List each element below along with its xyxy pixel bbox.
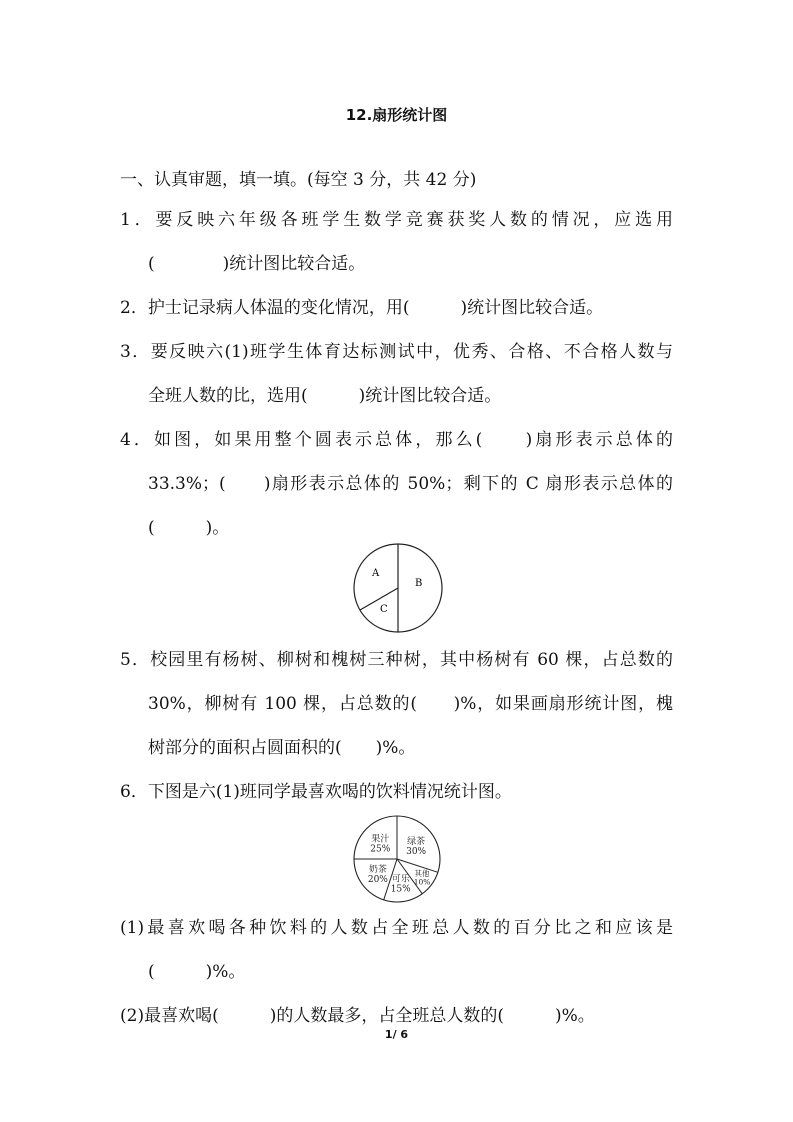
question-1-line-1: 1．要反映六年级各班学生数学竞赛获奖人数的情况，应选用: [120, 210, 673, 230]
drinks-pie-slice-percent: 25%: [370, 844, 391, 855]
question-1-line-2: ( )统计图比较合适。: [148, 254, 366, 274]
drinks-pie-slice-name: 可乐: [391, 874, 410, 885]
question-6-1-line-1: (1)最喜欢喝各种饮料的人数占全班总人数的百分比之和应该是: [120, 918, 673, 938]
question-3-line-2: 全班人数的比，选用( )统计图比较合适。: [148, 386, 502, 406]
abc-pie-label-a: A: [372, 568, 380, 579]
drinks-pie-slice-percent: 20%: [367, 874, 388, 885]
question-3-line-1: 3．要反映六(1)班学生体育达标测试中，优秀、合格、不合格人数与: [120, 342, 673, 362]
question-2-line-1: 2．护士记录病人体温的变化情况，用( )统计图比较合适。: [120, 298, 604, 318]
question-4-line-1: 4．如图，如果用整个圆表示总体，那么( )扇形表示总体的: [120, 430, 673, 450]
drinks-pie-slice-percent: 10%: [413, 877, 431, 887]
drinks-pie-slice-name: 果汁: [371, 834, 390, 845]
question-5-line-2: 30%，柳树有 100 棵，占总数的( )%，如果画扇形统计图，槐: [148, 694, 673, 714]
page-title: 12.扇形统计图: [345, 106, 448, 124]
drinks-pie-slice-name: 绿茶: [407, 837, 426, 848]
page-number: 1/ 6: [384, 1028, 409, 1041]
drinks-pie-slice-name: 奶茶: [368, 864, 387, 875]
drinks-pie-slice-name: 其他: [414, 869, 430, 879]
section-heading: 一、认真审题，填一填。(每空 3 分，共 42 分): [120, 170, 477, 190]
drinks-pie-slice-percent: 15%: [390, 884, 411, 895]
question-4-line-2: 33.3%；( )扇形表示总体的 50%；剩下的 C 扇形表示总体的: [148, 474, 673, 494]
question-4-line-3: ( )。: [148, 518, 230, 538]
question-5-line-3: 树部分的面积占圆面积的( )%。: [148, 738, 416, 758]
abc-pie-label-b: B: [415, 578, 423, 589]
abc-pie-label-c: C: [380, 604, 388, 615]
question-6-line-1: 6．下图是六(1)班同学最喜欢喝的饮料情况统计图。: [120, 782, 512, 802]
question-6-1-line-2: ( )%。: [148, 962, 246, 982]
abc-pie-divider-diagonal: [360, 588, 398, 610]
drinks-pie-slice-percent: 30%: [406, 847, 427, 858]
abc-pie-chart: [350, 540, 446, 636]
question-5-line-1: 5．校园里有杨树、柳树和槐树三种树，其中杨树有 60 棵，占总数的: [120, 650, 673, 670]
drinks-pie-chart: [346, 812, 450, 906]
question-6-2-line-1: (2)最喜欢喝( )的人数最多，占全班总人数的( )%。: [120, 1006, 595, 1026]
